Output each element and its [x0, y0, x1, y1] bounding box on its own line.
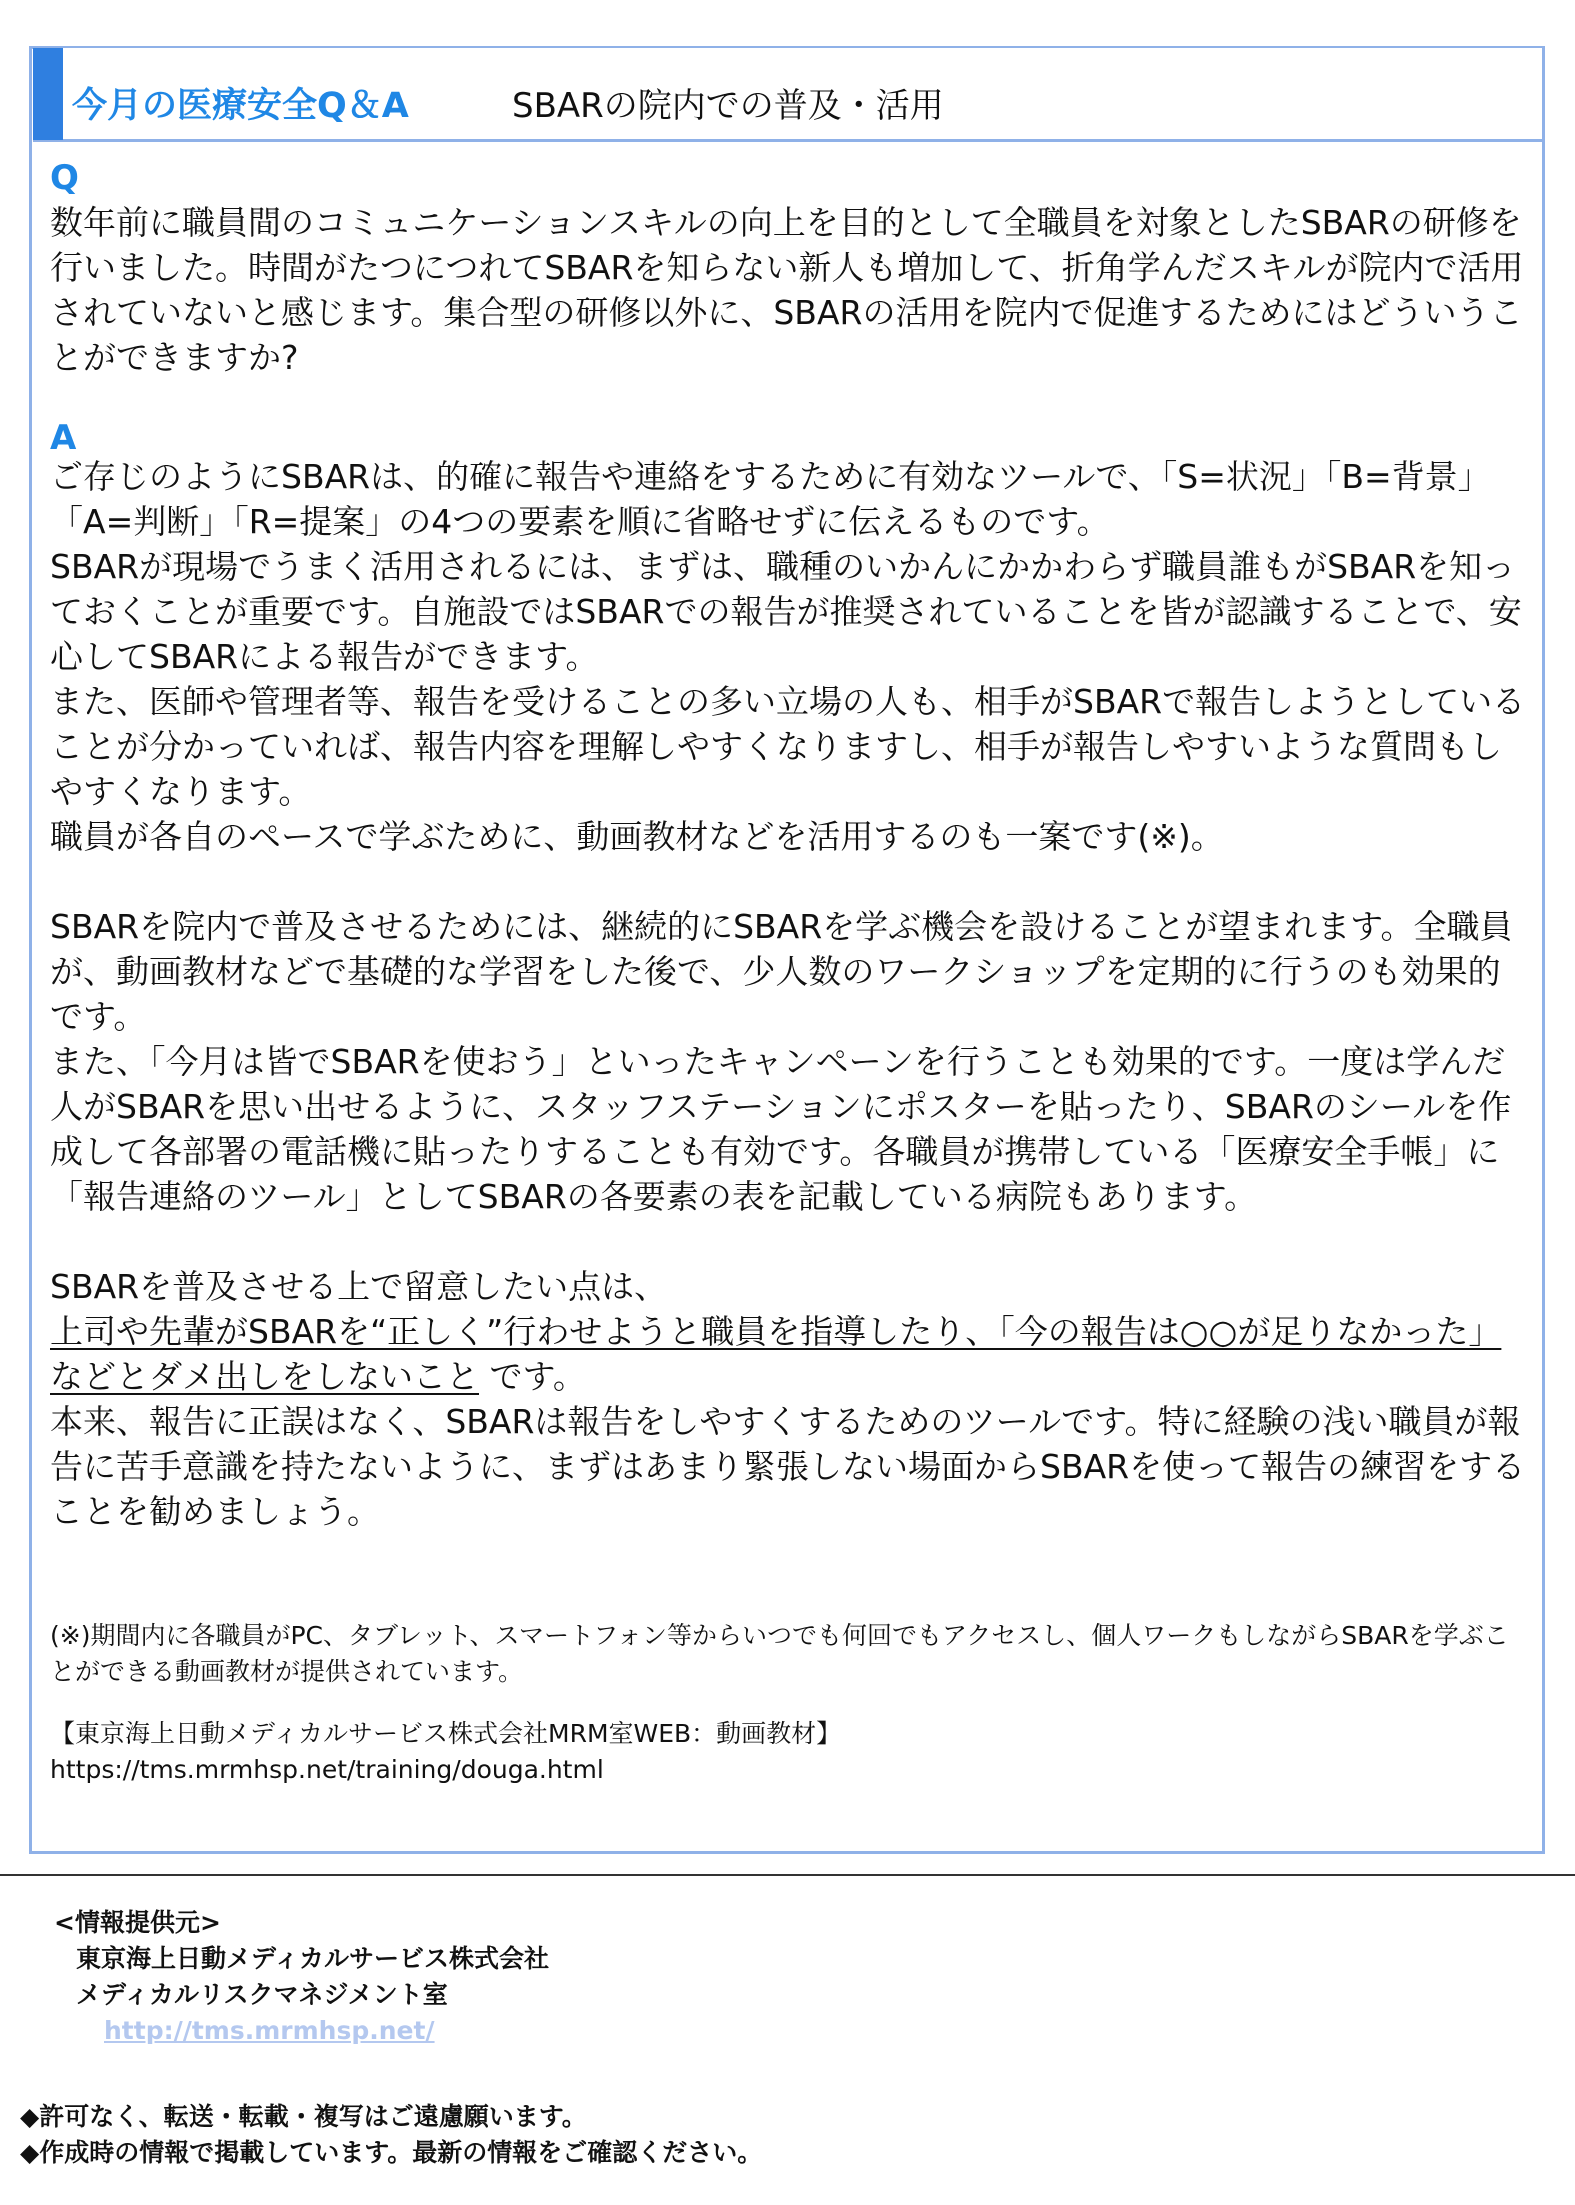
provider-block: [54, 1905, 549, 2049]
answer-paragraph-1: ご存じのようにSBARは、的確に報告や連絡をするために有効なツールで、「S=状況」「B=背景」「A=判断」「R=提案」の4つの要素を順に省略せずに伝えるものです。: [50, 457, 1491, 541]
answer-paragraph-3: また、医師や管理者等、報告を受けることの多い立場の人も、相手がSBARで報告しようとしていることが分かっていれば、報告内容を理解しやすくなりますし、相手が報告しやすいような質問もしやすくなります。: [50, 682, 1526, 811]
footnote-text: (※)期間内に各職員がPC、タブレット、スマートフォン等からいつでも何回でもアクセスし、個人ワークもしながらSBARを学ぶことができる動画教材が提供されています。: [50, 1621, 1509, 1686]
answer-paragraph-2: SBARが現場でうまく活用されるには、まずは、職種のいかんにかかわらず職員誰もがSBARを知っておくことが重要です。自施設ではSBARでの報告が推奨されていることを皆が認識することで、安心してSBARによる報告ができます。: [50, 547, 1522, 676]
question-paragraph: 数年前に職員間のコミュニケーションスキルの向上を目的として全職員を対象としたSBARの研修を行いました。時間がたつにつれてSBARを知らない新人も増加して、折角学んだスキルが院内で活用されていないと感じます。集合型の研修以外に、SBARの活用を院内で促進するためにはどういうことができますか?: [50, 203, 1524, 377]
footnote-source: 【東京海上日動メディカルサービス株式会社MRM室WEB：動画教材】: [50, 1719, 842, 1748]
answer-label: A: [50, 418, 77, 458]
divider: [0, 1874, 1575, 1876]
blank-line: [50, 1219, 1530, 1264]
page-title: 今月の医療安全Q＆A: [72, 86, 409, 126]
provider-company: 東京海上日動メディカルサービス株式会社: [76, 1944, 550, 1973]
answer-paragraph-4: 職員が各自のペースで学ぶために、動画教材などを活用するのも一案です(※)。: [50, 817, 1224, 856]
provider-heading: <情報提供元>: [54, 1908, 221, 1937]
blank-line: [50, 1690, 1530, 1716]
footnote: [50, 1618, 1530, 1788]
footnote-url: https://tms.mrmhsp.net/training/douga.html: [50, 1755, 604, 1784]
blank-line: [50, 859, 1530, 904]
question-label: Q: [50, 158, 79, 198]
footer-notices: [20, 2099, 762, 2171]
answer-paragraph-7: [50, 1264, 1530, 1399]
provider-link[interactable]: http://tms.mrmhsp.net/: [104, 2016, 435, 2045]
caution-intro: SBARを普及させる上で留意したい点は、: [50, 1267, 668, 1306]
caution-tail: です。: [479, 1357, 586, 1396]
question-text: [50, 200, 1530, 380]
provider-department: メディカルリスクマネジメント室: [76, 1980, 448, 2009]
answer-paragraph-5: SBARを院内で普及させるためには、継続的にSBARを学ぶ機会を設けることが望まれます。全職員が、動画教材などで基礎的な学習をした後で、少人数のワークショップを定期的に行うのも効果的です。: [50, 907, 1513, 1036]
answer-paragraph-8: 本来、報告に正誤はなく、SBARは報告をしやすくするためのツールです。特に経験の浅い職員が報告に苦手意識を持たないように、まずはあまり緊張しない場面からSBARを使って報告の練習をすることを勧めましょう。: [50, 1402, 1526, 1531]
title-accent-bar: [33, 48, 63, 140]
page-subtitle: SBARの院内での普及・活用: [512, 86, 944, 126]
answer-text: [50, 454, 1530, 1534]
footer-notice-2: ◆作成時の情報で掲載しています。最新の情報をご確認ください。: [20, 2138, 763, 2167]
caution-underlined: 上司や先輩がSBARを“正しく”行わせようと職員を指導したり、「今の報告は○○が足りなかった」などとダメ出しをしないこと: [50, 1312, 1502, 1396]
answer-paragraph-6: また、「今月は皆でSBARを使おう」といったキャンペーンを行うことも効果的です。一度は学んだ人がSBARを思い出せるように、スタッフステーションにポスターを貼ったり、SBARのシールを作成して各部署の電話機に貼ったりすることも有効です。各職員が携帯している「医療安全手帳」に「報告連絡のツール」としてSBARの各要素の表を記載している病院もあります。: [50, 1042, 1512, 1216]
footer-notice-1: ◆許可なく、転送・転載・複写はご遠慮願います。: [20, 2102, 587, 2131]
